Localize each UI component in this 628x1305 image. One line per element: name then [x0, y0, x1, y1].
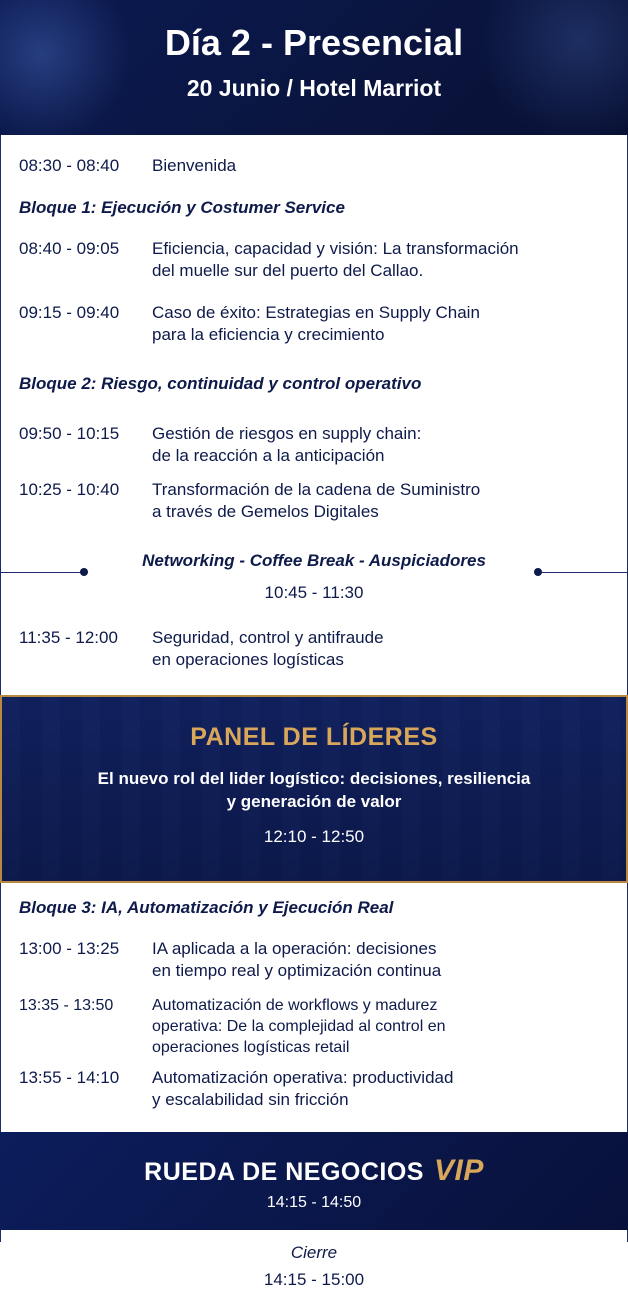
- networking-time: 10:45 - 11:30: [264, 583, 364, 602]
- agenda-title: Seguridad, control y antifraude en operaciones logísticas: [152, 628, 384, 669]
- leaders-panel: [0, 695, 628, 883]
- agenda-title: Transformación de la cadena de Suministro a través de Gemelos Digitales: [152, 480, 481, 521]
- block-2-title: Bloque 2: Riesgo, continuidad y control operativo: [19, 374, 422, 393]
- agenda-time: 13:00 - 13:25: [19, 939, 120, 958]
- day-title: Día 2 - Presencial: [164, 22, 464, 63]
- panel-title: PANEL DE LÍDERES: [190, 723, 438, 751]
- closing-title: Cierre: [290, 1243, 338, 1262]
- agenda-title: Gestión de riesgos en supply chain: de la reacción a la anticipación: [152, 424, 422, 465]
- agenda-title: Automatización operativa: productividad y escalabilidad sin fricción: [152, 1068, 454, 1109]
- block-1-title: Bloque 1: Ejecución y Costumer Service: [19, 198, 345, 217]
- agenda-time: 08:40 - 09:05: [19, 239, 120, 258]
- vip-badge: VIP: [433, 1154, 484, 1187]
- day-header: [0, 0, 628, 135]
- vip-time: 14:15 - 14:50: [266, 1194, 362, 1211]
- day-subtitle: 20 Junio / Hotel Marriot: [186, 75, 442, 101]
- agenda-title: Automatización de workflows y madurez operativa: De la complejidad al control en operaciones logísticas retail: [152, 997, 446, 1056]
- block-3-title: Bloque 3: IA, Automatización y Ejecución Real: [19, 898, 394, 917]
- agenda-title: Bienvenida: [152, 156, 237, 175]
- agenda-time: 08:30 - 08:40: [19, 156, 120, 175]
- agenda-time: 10:25 - 10:40: [19, 480, 120, 499]
- agenda-time: 09:50 - 10:15: [19, 424, 120, 443]
- agenda-title: Eficiencia, capacidad y visión: La transformación del muelle sur del puerto del Callao.: [152, 239, 519, 280]
- panel-description: El nuevo rol del lider logístico: decisiones, resiliencia y generación de valor: [97, 769, 531, 811]
- divider-dot: [80, 568, 88, 576]
- vip-banner: [0, 1132, 628, 1230]
- vip-title: RUEDA DE NEGOCIOS VIP: [144, 1154, 484, 1187]
- agenda-time: 13:55 - 14:10: [19, 1068, 120, 1087]
- panel-time: 12:10 - 12:50: [263, 827, 365, 846]
- closing-time: 14:15 - 15:00: [263, 1270, 365, 1289]
- agenda-title: IA aplicada a la operación: decisiones en tiempo real y optimización continua: [152, 939, 442, 980]
- closing-frame: [0, 1230, 628, 1242]
- divider-dot: [534, 568, 542, 576]
- agenda-section-1: [0, 135, 628, 695]
- divider: [538, 572, 628, 573]
- agenda-time: 11:35 - 12:00: [19, 628, 118, 647]
- agenda-title: Caso de éxito: Estrategias en Supply Chain para la eficiencia y crecimiento: [152, 303, 480, 344]
- agenda-time: 09:15 - 09:40: [19, 303, 120, 322]
- networking-title: Networking - Coffee Break - Auspiciadores: [142, 551, 486, 570]
- agenda-time: 13:35 - 13:50: [19, 997, 114, 1014]
- agenda-section-3: [0, 883, 628, 1133]
- divider: [0, 572, 84, 573]
